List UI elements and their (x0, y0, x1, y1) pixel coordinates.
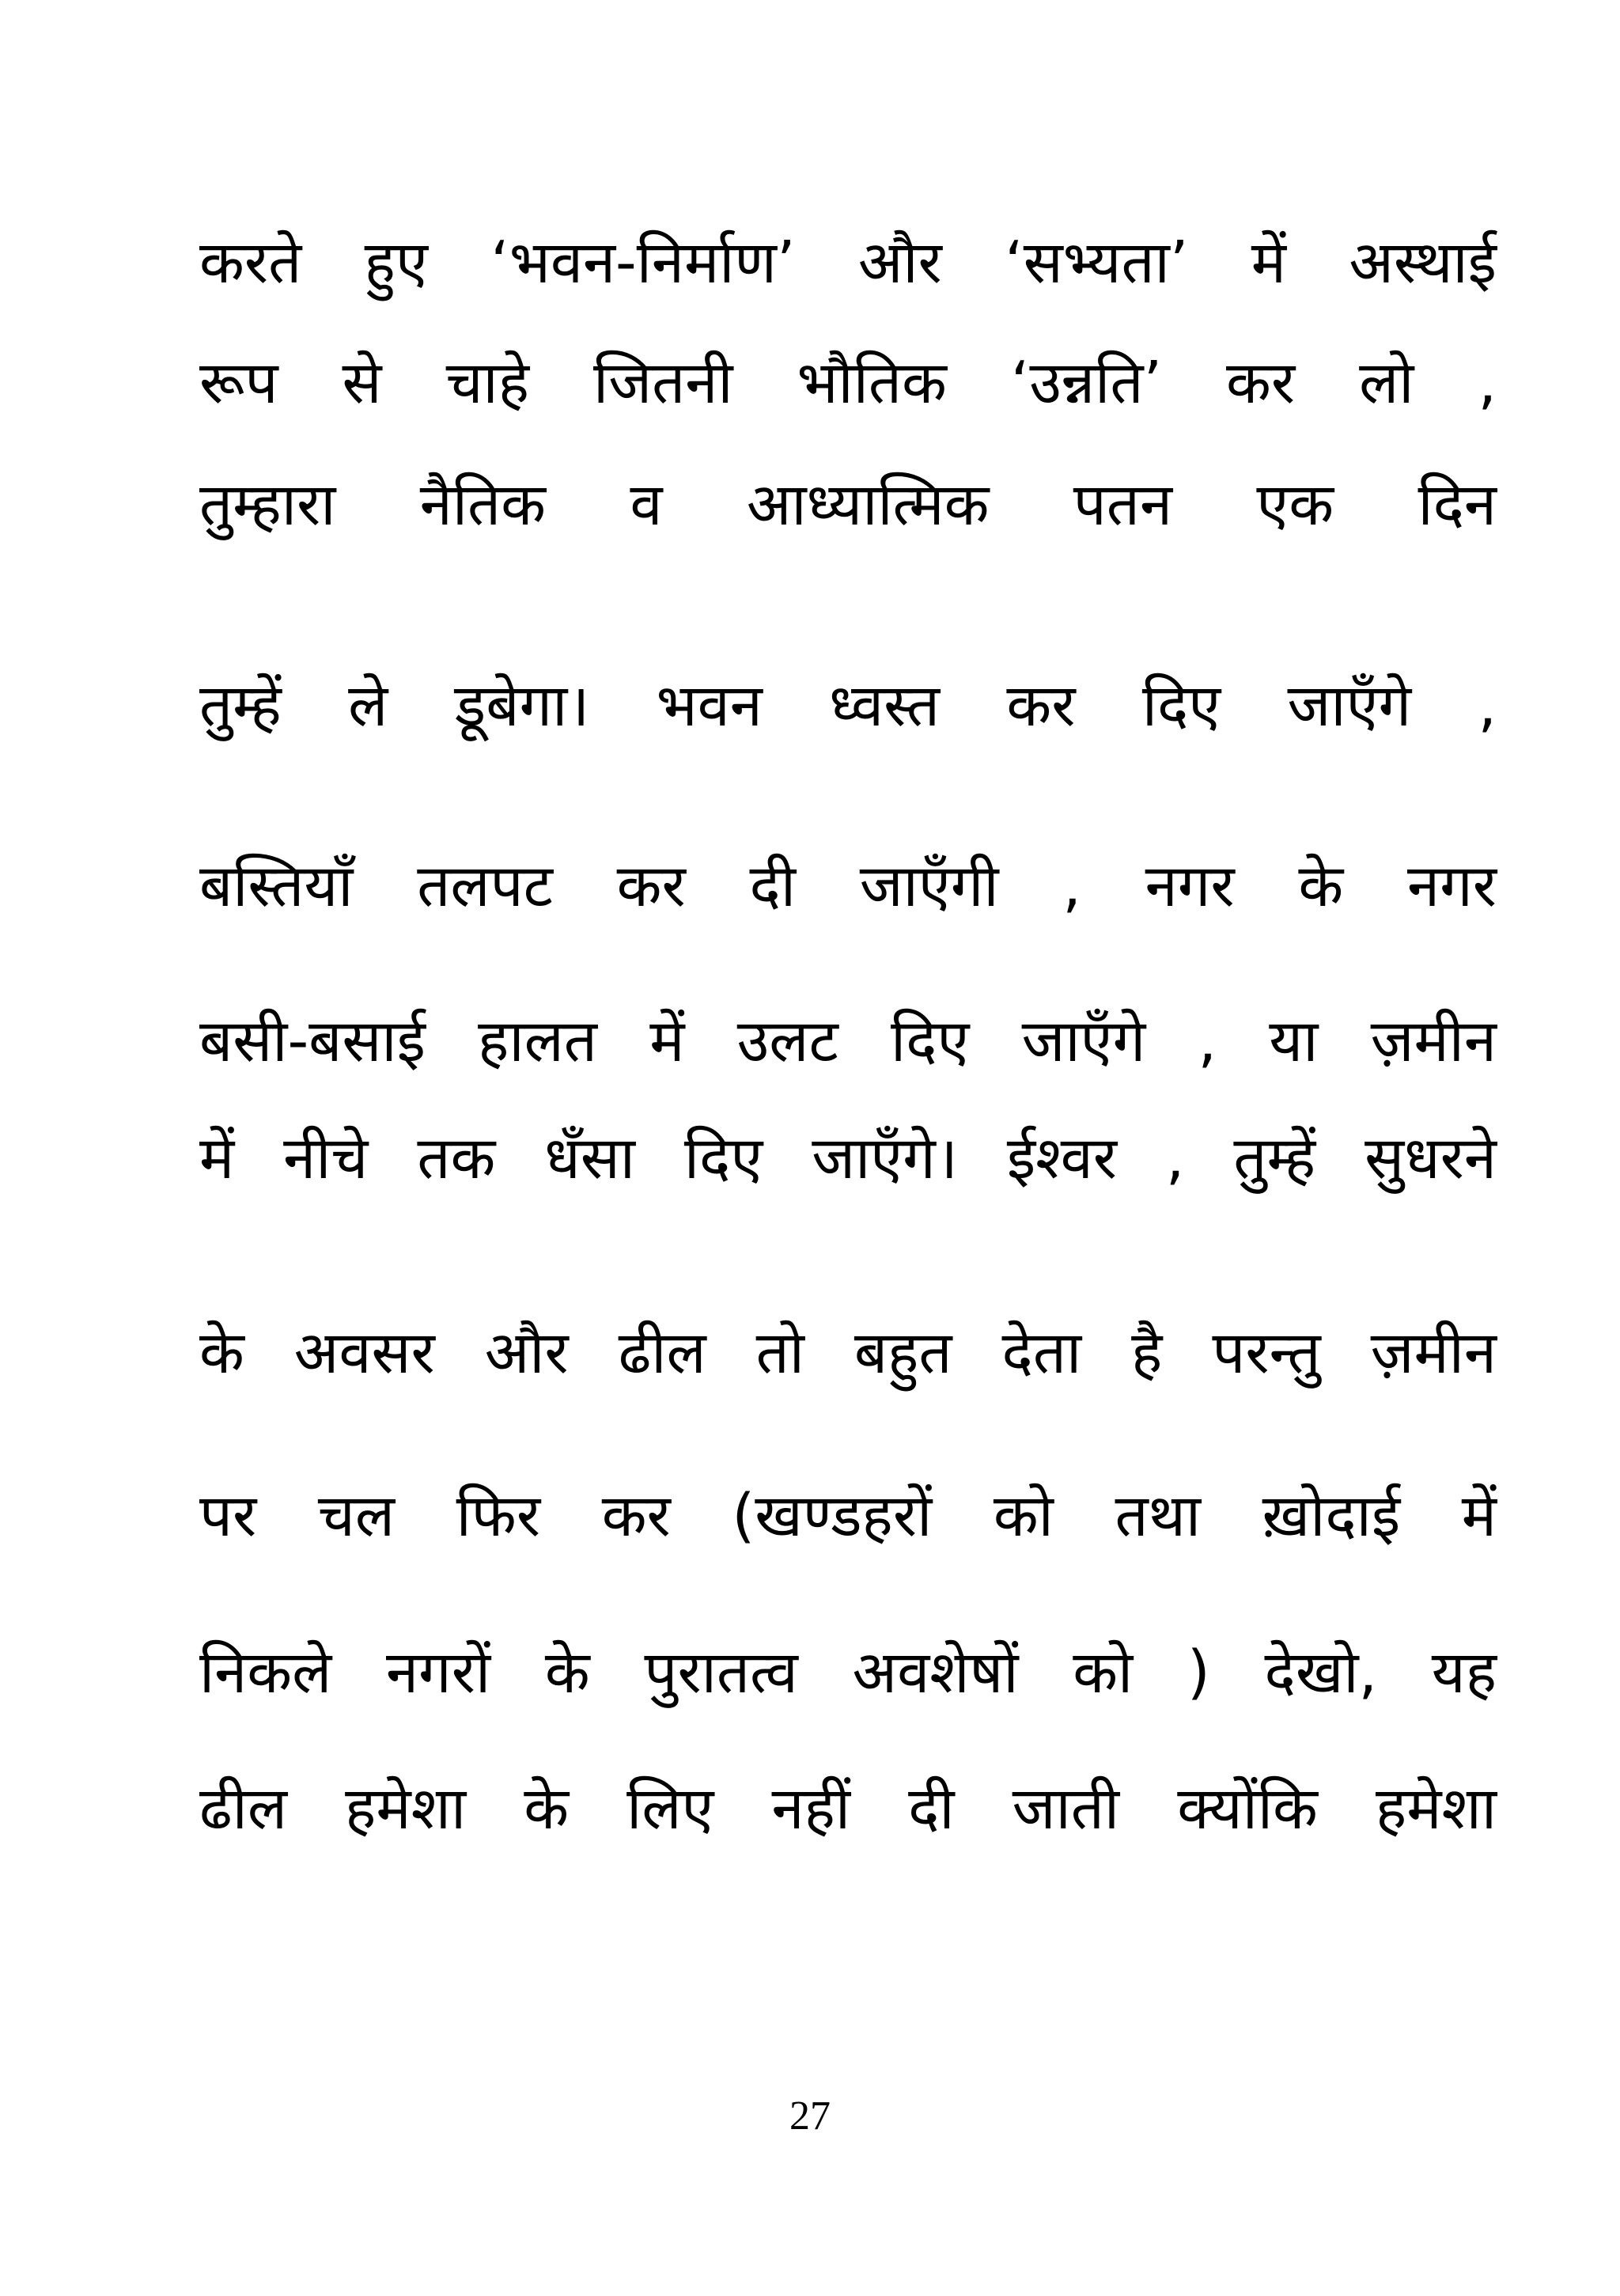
text-line-3: तुम्हारा नैतिक व आध्यात्मिक पतन एक दिन (199, 471, 1497, 539)
text-line-4: तुम्हें ले डूबेगा। भवन ध्वस्त कर दिए जाएँगे , (199, 672, 1497, 740)
text-line-11: ढील हमेशा के लिए नहीं दी जाती क्योंकि हमेशा (199, 1775, 1497, 1843)
text-line-8: के अवसर और ढील तो बहुत देता है परन्तु ज़मीन (199, 1319, 1497, 1387)
text-line-10: निकले नगरों के पुरातत्व अवशेषों को ) देखो, यह (199, 1639, 1497, 1707)
text-line-6: बसी-बसाई हालत में उलट दिए जाएँगे , या ज़मीन (199, 1007, 1497, 1075)
text-line-1: करते हुए ‘भवन-निर्माण’ और ‘सभ्यता’ में अस्थाई (199, 229, 1497, 297)
page-number: 27 (789, 2093, 831, 2139)
text-line-5: बस्तियाँ तलपट कर दी जाएँगी , नगर के नगर (199, 852, 1497, 920)
text-line-2: रूप से चाहे जितनी भौतिक ‘उन्नति’ कर लो , (199, 349, 1497, 417)
text-line-9: पर चल फिर कर (खण्डहरों को तथा ख़ोदाई में (199, 1482, 1497, 1550)
text-line-7: में नीचे तक धँसा दिए जाएँगे। ईश्वर , तुम्हें सुधरने (199, 1124, 1497, 1192)
